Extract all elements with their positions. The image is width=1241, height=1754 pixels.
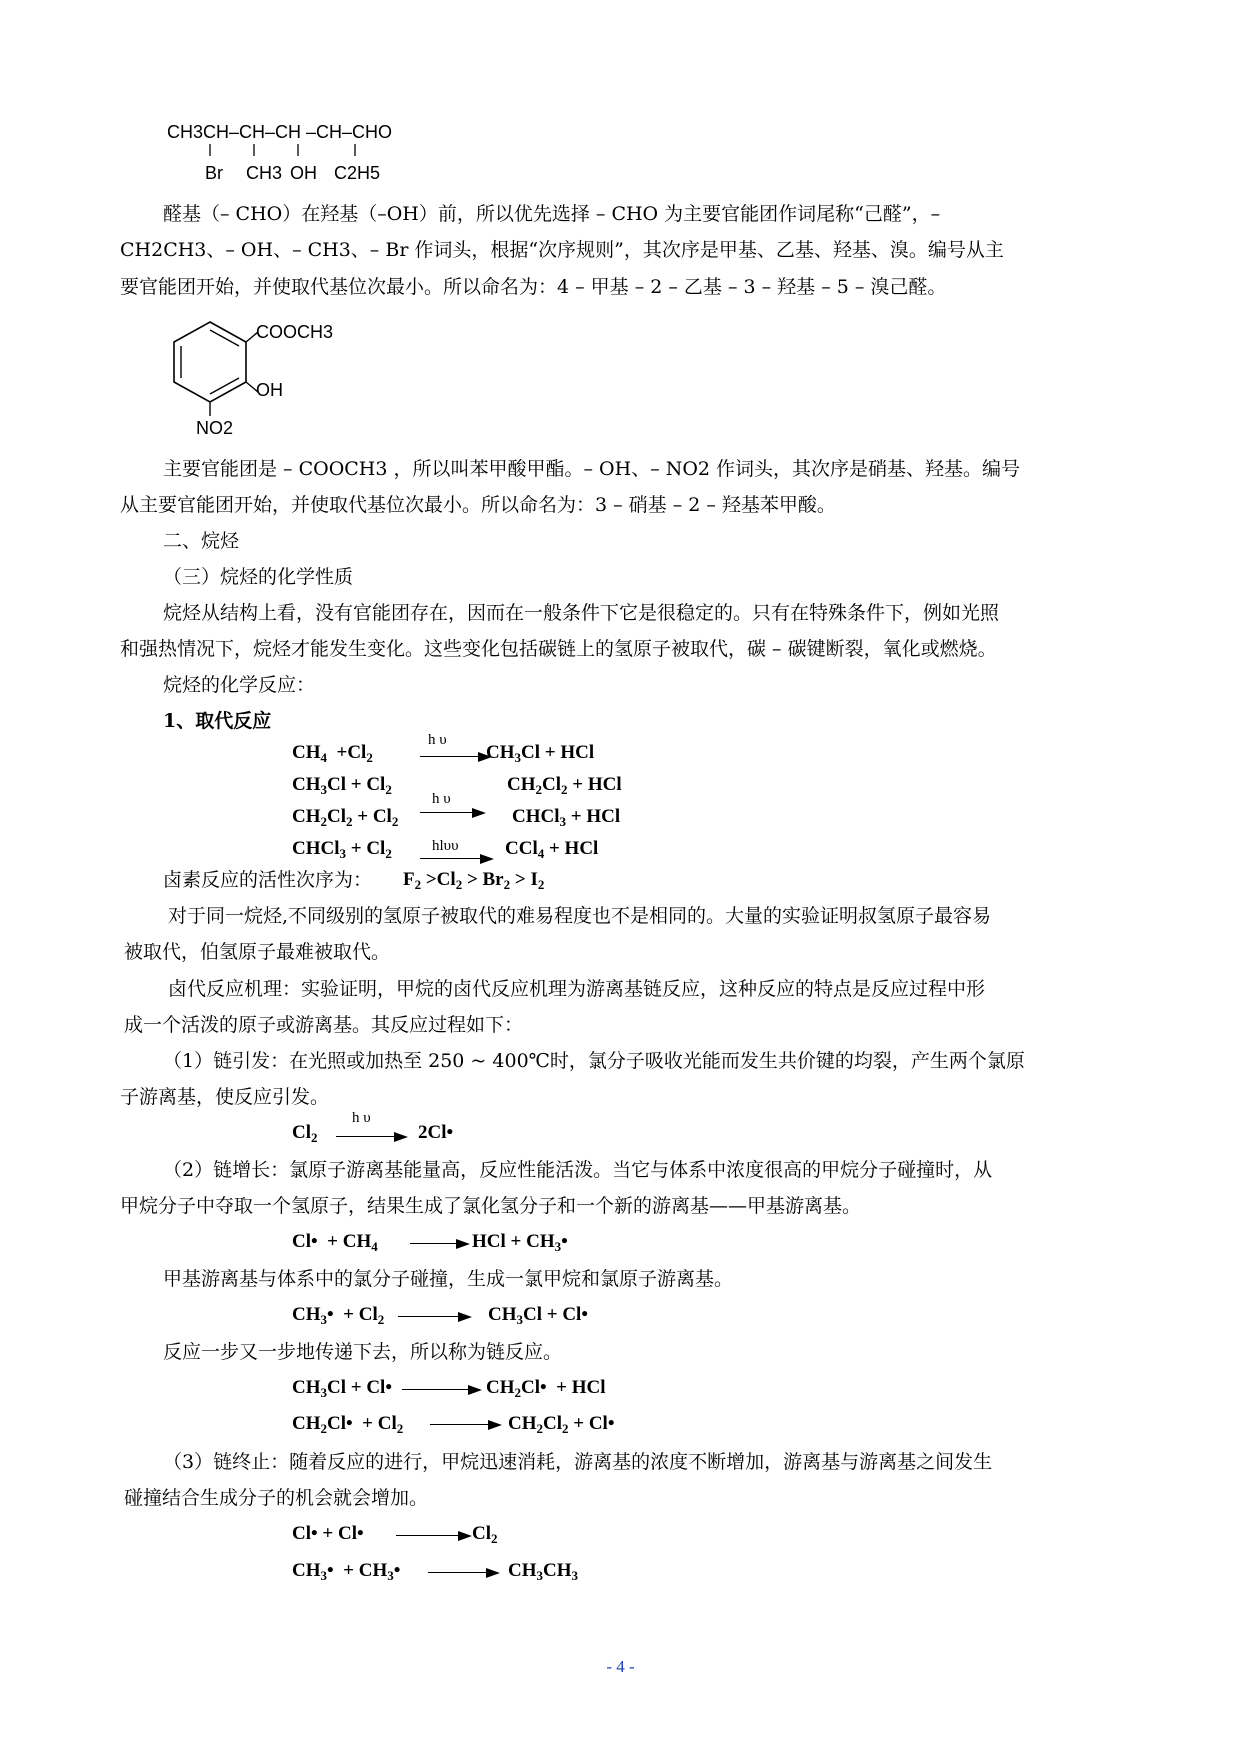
paragraph-line: （3）链终止：随着反应的进行，甲烷迅速消耗，游离基的浓度不断增加，游离基与游离基之间发生 <box>163 1451 993 1473</box>
paragraph-line: 碰撞结合生成分子的机会就会增加。 <box>124 1487 429 1509</box>
equation-right: $CH_2Cl•$ + HCl <box>486 1377 606 1400</box>
paragraph-line: 卤代反应机理：实验证明，甲烷的卤代反应机理为游离基链反应，这种反应的特点是反应过程中形 <box>168 978 986 1000</box>
equation-right: $CH_2Cl_2$ + Cl• <box>508 1413 615 1436</box>
subsection-heading: （三）烷烃的化学性质 <box>163 566 354 588</box>
equation-left: $CH_3Cl$ + Cl• <box>292 1377 392 1400</box>
equation-right: $Cl_2$ <box>472 1523 498 1546</box>
paragraph-line: 主要官能团是 – COOCH3 ，所以叫苯甲酸甲酯。– OH、– NO2 作词头，其次序是硝基、羟基。编号 <box>163 458 1021 480</box>
formula-sub-ch3: CH3 <box>246 163 283 183</box>
equation-left: $Cl_2$ <box>292 1122 318 1145</box>
formula-sub-oh: OH <box>290 163 317 183</box>
formula-oh: OH <box>256 380 283 400</box>
reaction-condition: h υ <box>432 791 451 807</box>
paragraph-line: 子游离基，使反应引发。 <box>120 1086 330 1108</box>
equation-right: CCl$_4$ + HCl <box>505 838 599 861</box>
equation-right: $CH_2Cl_2$ + HCl <box>507 774 622 797</box>
formula-sub-br: Br <box>205 163 223 183</box>
equation-left: $CH_3• + Cl_2$ <box>292 1304 385 1327</box>
reaction-condition: h υ <box>352 1110 371 1126</box>
reaction-condition: h υ <box>428 732 447 748</box>
equation-left: $CH_3Cl + Cl_2$ <box>292 774 392 797</box>
formula-no2: NO2 <box>196 418 234 438</box>
equation-left: $CH_2Cl_2 + Cl_2$ <box>292 806 399 829</box>
bond-no2 <box>202 400 222 420</box>
equation-right: $CH_3CH_3$ <box>508 1560 578 1583</box>
reaction-condition: hlυυ <box>432 838 459 854</box>
equation-left: $CH_2Cl• + Cl_2$ <box>292 1413 404 1436</box>
paragraph-line: CH2CH3、– OH、– CH3、– Br 作词头，根据“次序规则”，其次序是甲基、乙基、羟基、溴。编号从主 <box>120 239 1004 261</box>
page-number: - 4 - <box>606 1657 635 1676</box>
halogen-order-value: $F_2 >Cl_2 > Br_2 > I_2$ <box>403 869 545 892</box>
equation-right: CHCl$_3$ + HCl <box>512 806 621 829</box>
halogen-order-label: 卤素反应的活性次序为： <box>163 869 373 891</box>
equation-left: Cl• + $CH_4$ <box>292 1231 378 1254</box>
paragraph-line: 从主要官能团开始，并使取代基位次最小。所以命名为：3 – 硝基 – 2 – 羟基苯甲酸。 <box>120 494 836 516</box>
equation-right: $CH_3Cl$ + Cl• <box>488 1304 588 1327</box>
paragraph-line: 要官能团开始，并使取代基位次最小。所以命名为：4 – 甲基 – 2 – 乙基 – 3 – 羟基 – 5 – 溴己醛。 <box>120 276 947 298</box>
equation-left: $CH_3•$ + $CH_3•$ <box>292 1560 401 1583</box>
paragraph-line: 被取代，伯氢原子最难被取代。 <box>124 941 391 963</box>
paragraph-line: （2）链增长：氯原子游离基能量高，反应性能活泼。当它与体系中浓度很高的甲烷分子碰撞时，从 <box>163 1159 993 1181</box>
subsection-heading: 1、取代反应 <box>163 710 272 732</box>
equation-left: $CH_4 +Cl_2$ <box>292 742 373 765</box>
formula-sub-c2h5: C2H5 <box>334 163 381 183</box>
paragraph-line: （1）链引发：在光照或加热至 250 ~ 400℃时，氯分子吸收光能而发生共价键的均裂，产生两个氯原 <box>163 1050 1025 1072</box>
paragraph-line: 成一个活泼的原子或游离基。其反应过程如下： <box>124 1014 524 1036</box>
paragraph-line: 对于同一烷烃,不同级别的氢原子被取代的难易程度也不是相同的。大量的实验证明叔氢原子最容易 <box>168 905 992 927</box>
paragraph-line: 烷烃从结构上看，没有官能团存在，因而在一般条件下它是很稳定的。只有在特殊条件下，例如光照 <box>163 602 1000 624</box>
paragraph-line: 烷烃的化学反应： <box>163 674 316 696</box>
paragraph-line: 甲基游离基与体系中的氯分子碰撞，生成一氯甲烷和氯原子游离基。 <box>163 1268 734 1290</box>
equation-left: CHCl$_3$ + $Cl_2$ <box>292 838 392 861</box>
equation-left: Cl• + Cl• <box>292 1523 364 1544</box>
paragraph-line: 反应一步又一步地传递下去，所以称为链反应。 <box>163 1341 563 1363</box>
paragraph-line: 醛基（– CHO）在羟基（–OH）前，所以优先选择 – CHO 为主要官能团作词尾称“己醛”，– <box>163 203 941 225</box>
equation-right: 2Cl• <box>418 1122 454 1143</box>
formula-cooch3: COOCH3 <box>256 322 334 342</box>
section-heading: 二、烷烃 <box>163 530 240 552</box>
formula-main-chain: CH3CH–CH–CH –CH–CHO <box>167 122 393 142</box>
formula-bonds <box>160 140 420 160</box>
paragraph-line: 和强热情况下，烷烃才能发生变化。这些变化包括碳链上的氢原子被取代，碳 – 碳键断裂，氧化或燃烧。 <box>120 638 997 660</box>
equation-right: HCl + $CH_3•$ <box>472 1231 568 1254</box>
paragraph-line: 甲烷分子中夺取一个氢原子，结果生成了氯化氢分子和一个新的游离基——甲基游离基。 <box>120 1195 862 1217</box>
equation-right: $CH_3Cl$ + HCl <box>486 742 595 765</box>
